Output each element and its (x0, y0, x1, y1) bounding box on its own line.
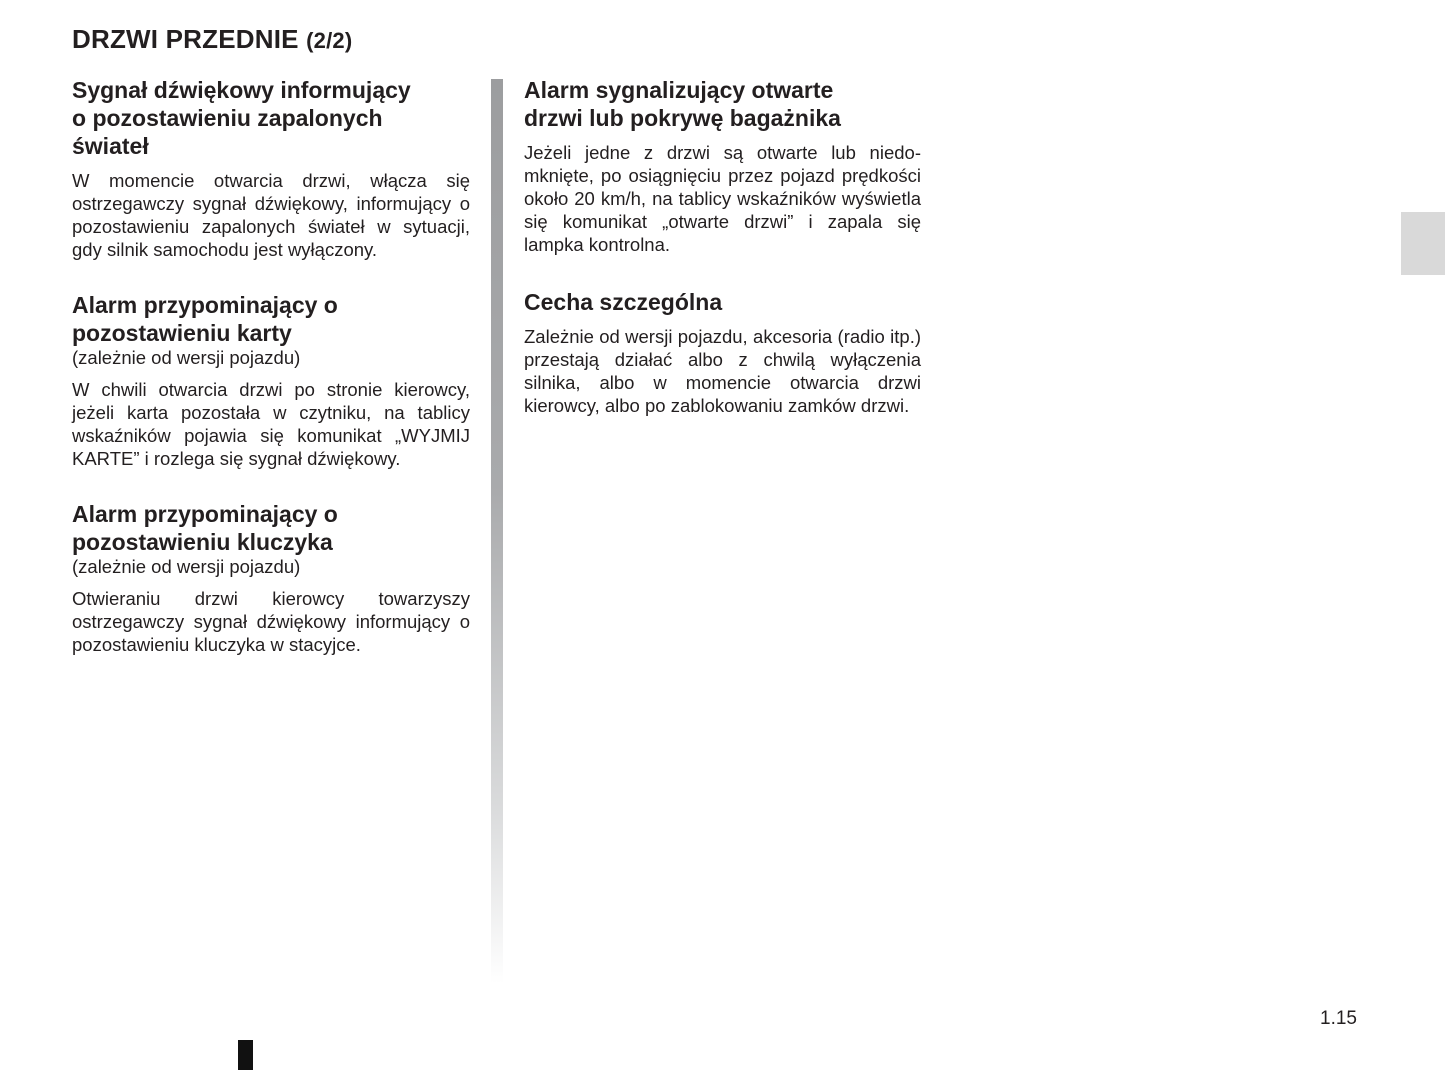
heading-line: Alarm sygnalizujący otwarte (524, 77, 834, 103)
heading-line: Alarm przypominający o (72, 501, 338, 527)
heading-line: Sygnał dźwiękowy informujący (72, 77, 411, 103)
column-divider (491, 79, 503, 984)
page-title (72, 24, 352, 55)
page-title-text: DRZWI PRZEDNIE (72, 24, 299, 54)
heading-line: świateł (72, 133, 149, 159)
heading-line: Alarm przypominający o (72, 292, 338, 318)
section-body: W momencie otwarcia drzwi, włącza się ostrzegawczy sygnał dźwiękowy, informujący o pozostawieniu zapalonych świateł w sytuacji, gdy silnik samochodu jest wyłączony. (72, 170, 470, 260)
print-mark (238, 1040, 253, 1070)
section-heading (72, 291, 470, 347)
right-column (524, 76, 921, 417)
heading-line: drzwi lub pokrywę bagażnika (524, 105, 841, 131)
heading-line: pozostawieniu kluczyka (72, 529, 333, 555)
section-body: Otwieraniu drzwi kierowcy towarzyszy ostrzegawczy sygnał dźwiękowy informujący o pozostawieniu kluczyka w stacyjce. (72, 588, 470, 655)
section-body: W chwili otwarcia drzwi po stronie kierowcy, jeżeli karta pozostała w czytniku, na tablicy wskaźników pojawia się komunikat „WYJMIJ KARTE” i rozlega się sygnał dźwiękowy. (72, 379, 470, 469)
section-door-open-alarm (524, 76, 921, 256)
left-column (72, 76, 470, 656)
section-key-reminder (72, 500, 470, 656)
version-note: (zależnie od wersji pojazdu) (72, 347, 301, 368)
section-body: Zależnie od wersji pojazdu, akcesoria (radio itp.) przestają działać albo z chwilą wyłączenia silnika, albo w momencie otwarcia drzwi kierowcy, albo po zablokowaniu zamków drzwi. (524, 326, 921, 416)
page-number: 1.15 (1320, 1008, 1357, 1029)
section-heading (524, 288, 921, 316)
section-body: Jeżeli jedne z drzwi są otwarte lub niedomknięte, po osiągnięciu przez pojazd prędkości około 20 km/h, na tablicy wskaźników wyświetla się komunikat „otwarte drzwi” i zapala się lampka kontrolna. (524, 142, 921, 255)
section-heading (72, 76, 470, 160)
heading-line: o pozostawieniu zapalonych (72, 105, 383, 131)
page-part-indicator: (2/2) (306, 28, 353, 53)
chapter-side-tab (1401, 212, 1445, 275)
heading-line: Cecha szczególna (524, 289, 723, 315)
section-heading (524, 76, 921, 132)
section-special-feature (524, 288, 921, 417)
heading-line: pozostawieniu karty (72, 320, 292, 346)
section-card-reminder (72, 291, 470, 470)
version-note: (zależnie od wersji pojazdu) (72, 556, 301, 577)
section-lights-warning (72, 76, 470, 261)
section-heading (72, 500, 470, 556)
